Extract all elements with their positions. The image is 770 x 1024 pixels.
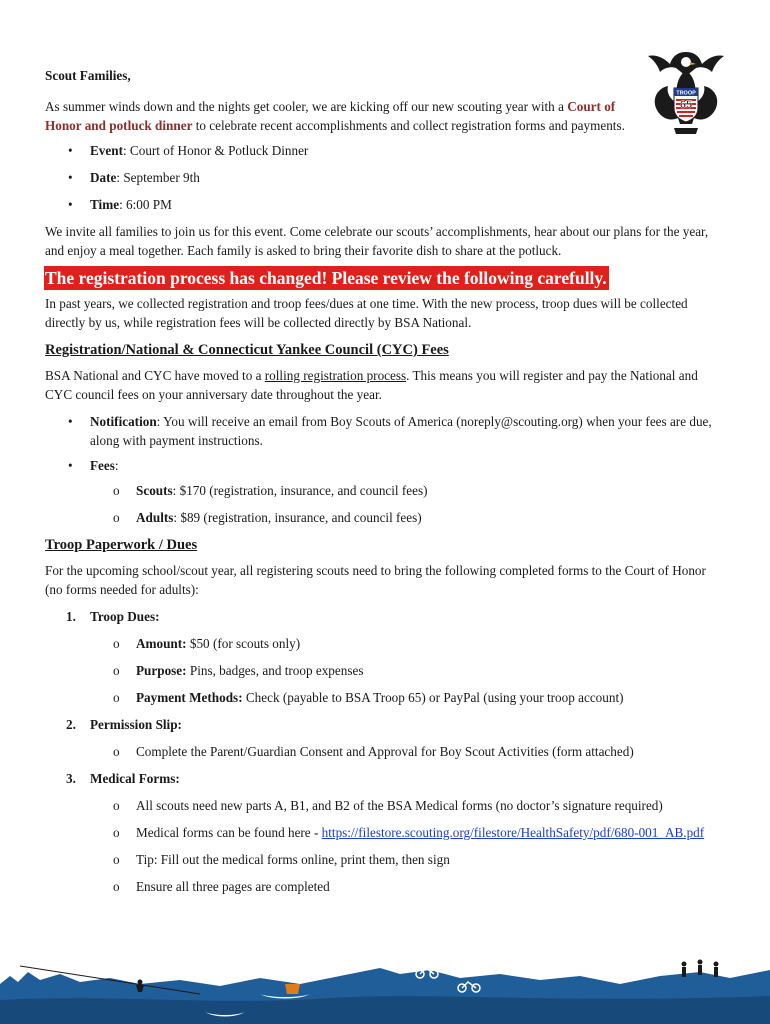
event-detail-item (45, 195, 725, 214)
troop-dues-sublist (90, 634, 725, 707)
event-detail-value: : September 9th (116, 170, 200, 185)
fee-label: Adults (136, 510, 174, 525)
sub-item (90, 688, 725, 707)
item-number: 2. (66, 717, 76, 732)
notification-label: Notification (90, 414, 157, 429)
fees-item (45, 456, 725, 475)
sub-label: Payment Methods: (136, 690, 243, 705)
sub-item (90, 823, 725, 842)
sub-item (90, 634, 725, 653)
fee-value: : $170 (registration, insurance, and council fees) (172, 483, 428, 498)
event-detail-value: : 6:00 PM (119, 197, 172, 212)
shoreline-shape (0, 996, 770, 1024)
troop-dues-item (45, 607, 725, 707)
medical-forms-item (45, 769, 725, 896)
event-detail-label: Time (90, 197, 120, 212)
medical-forms-link[interactable]: https://filestore.scouting.org/filestore/HealthSafety/pdf/680-001_AB.pdf (321, 825, 705, 840)
registration-text-before: BSA National and CYC have moved to a (45, 368, 265, 383)
event-detail-label: Event (90, 143, 123, 158)
greeting: Scout Families, (45, 68, 131, 83)
sub-item: o All scouts need new parts A, B1, and B2 of the BSA Medical forms (no doctor’s signature required) (90, 796, 725, 815)
sub-label: Amount: (136, 636, 187, 651)
footer-landscape (0, 954, 770, 1024)
event-details-list (45, 141, 725, 214)
sub-value: $50 (for scouts only) (186, 636, 301, 651)
fees-list (45, 481, 725, 527)
item-title: Medical Forms: (90, 771, 180, 786)
intro-text-before: As summer winds down and the nights get cooler, we are kicking off our new scouting year with a (45, 99, 568, 114)
item-number: 1. (66, 609, 76, 624)
event-detail-value: : Court of Honor & Potluck Dinner (122, 143, 309, 158)
sub-item: o Tip: Fill out the medical forms online, print them, then sign (90, 850, 725, 869)
intro-paragraph (45, 97, 625, 135)
intro-text-after: to celebrate recent accomplishments and collect registration forms and payments. (192, 118, 625, 133)
item-number: 3. (66, 771, 76, 786)
troop-forms-list (45, 607, 725, 896)
fee-item (45, 508, 725, 527)
notification-item (45, 412, 725, 450)
registration-heading: Registration/National & Connecticut Yankee Council (CYC) Fees (45, 342, 449, 358)
logo-troop-text: TROOP (676, 90, 696, 97)
letter-body (45, 66, 725, 904)
invite-paragraph: We invite all families to join us for this event. Come celebrate our scouts’ accomplishments, hear about our plans for the year, and enjoy a meal together. Each family is asked to bring their favorite dish to share at the potluck. (45, 224, 709, 258)
event-detail-label: Date (90, 170, 117, 185)
fee-value: : $89 (registration, insurance, and council fees) (173, 510, 422, 525)
troop-intro-paragraph: For the upcoming school/scout year, all registering scouts need to bring the following completed forms to the Court of Honor (no forms needed for adults): (45, 563, 706, 597)
banner-text: The registration process has changed! Please review the following carefully. (45, 268, 607, 288)
registration-list (45, 412, 725, 475)
logo-number-text: 65 (679, 99, 693, 111)
permission-slip-sublist (90, 742, 725, 761)
event-detail-item (45, 168, 725, 187)
event-detail-item (45, 141, 725, 160)
registration-paragraph (45, 366, 725, 404)
fee-label: Scouts (136, 483, 173, 498)
sub-value: Check (payable to BSA Troop 65) or PayPal (using your troop account) (242, 690, 624, 705)
sub-label: Purpose: (136, 663, 187, 678)
past-years-paragraph: In past years, we collected registration and troop fees/dues at one time. With the new process, troop dues will be collected directly by us, while registration fees will be collected directly by BSA National. (45, 296, 688, 330)
fees-label: Fees (90, 458, 115, 473)
sub-text: Medical forms can be found here - (136, 825, 322, 840)
medical-forms-sublist (90, 796, 725, 896)
notification-text: : You will receive an email from Boy Scouts of America (noreply@scouting.org) when your fees are due, along with payment instructions. (90, 414, 712, 448)
fee-item (45, 481, 725, 500)
fees-colon: : (114, 458, 119, 473)
sub-item (90, 661, 725, 680)
item-title: Troop Dues: (90, 609, 160, 624)
troop-heading: Troop Paperwork / Dues (45, 537, 198, 553)
sub-value: Pins, badges, and troop expenses (186, 663, 364, 678)
rolling-registration-text: rolling registration process (264, 368, 407, 383)
item-title: Permission Slip: (90, 717, 182, 732)
registration-banner (45, 266, 725, 290)
sub-item: o Ensure all three pages are completed (90, 877, 725, 896)
permission-slip-item (45, 715, 725, 761)
sub-item: o Complete the Parent/Guardian Consent and Approval for Boy Scout Activities (form attached) (90, 742, 725, 761)
registration-text-after: . This means you will register and pay the National and CYC council fees on your anniversary date throughout the year. (45, 368, 698, 402)
intro-highlight: Court of Honor and potluck dinner (45, 99, 616, 133)
